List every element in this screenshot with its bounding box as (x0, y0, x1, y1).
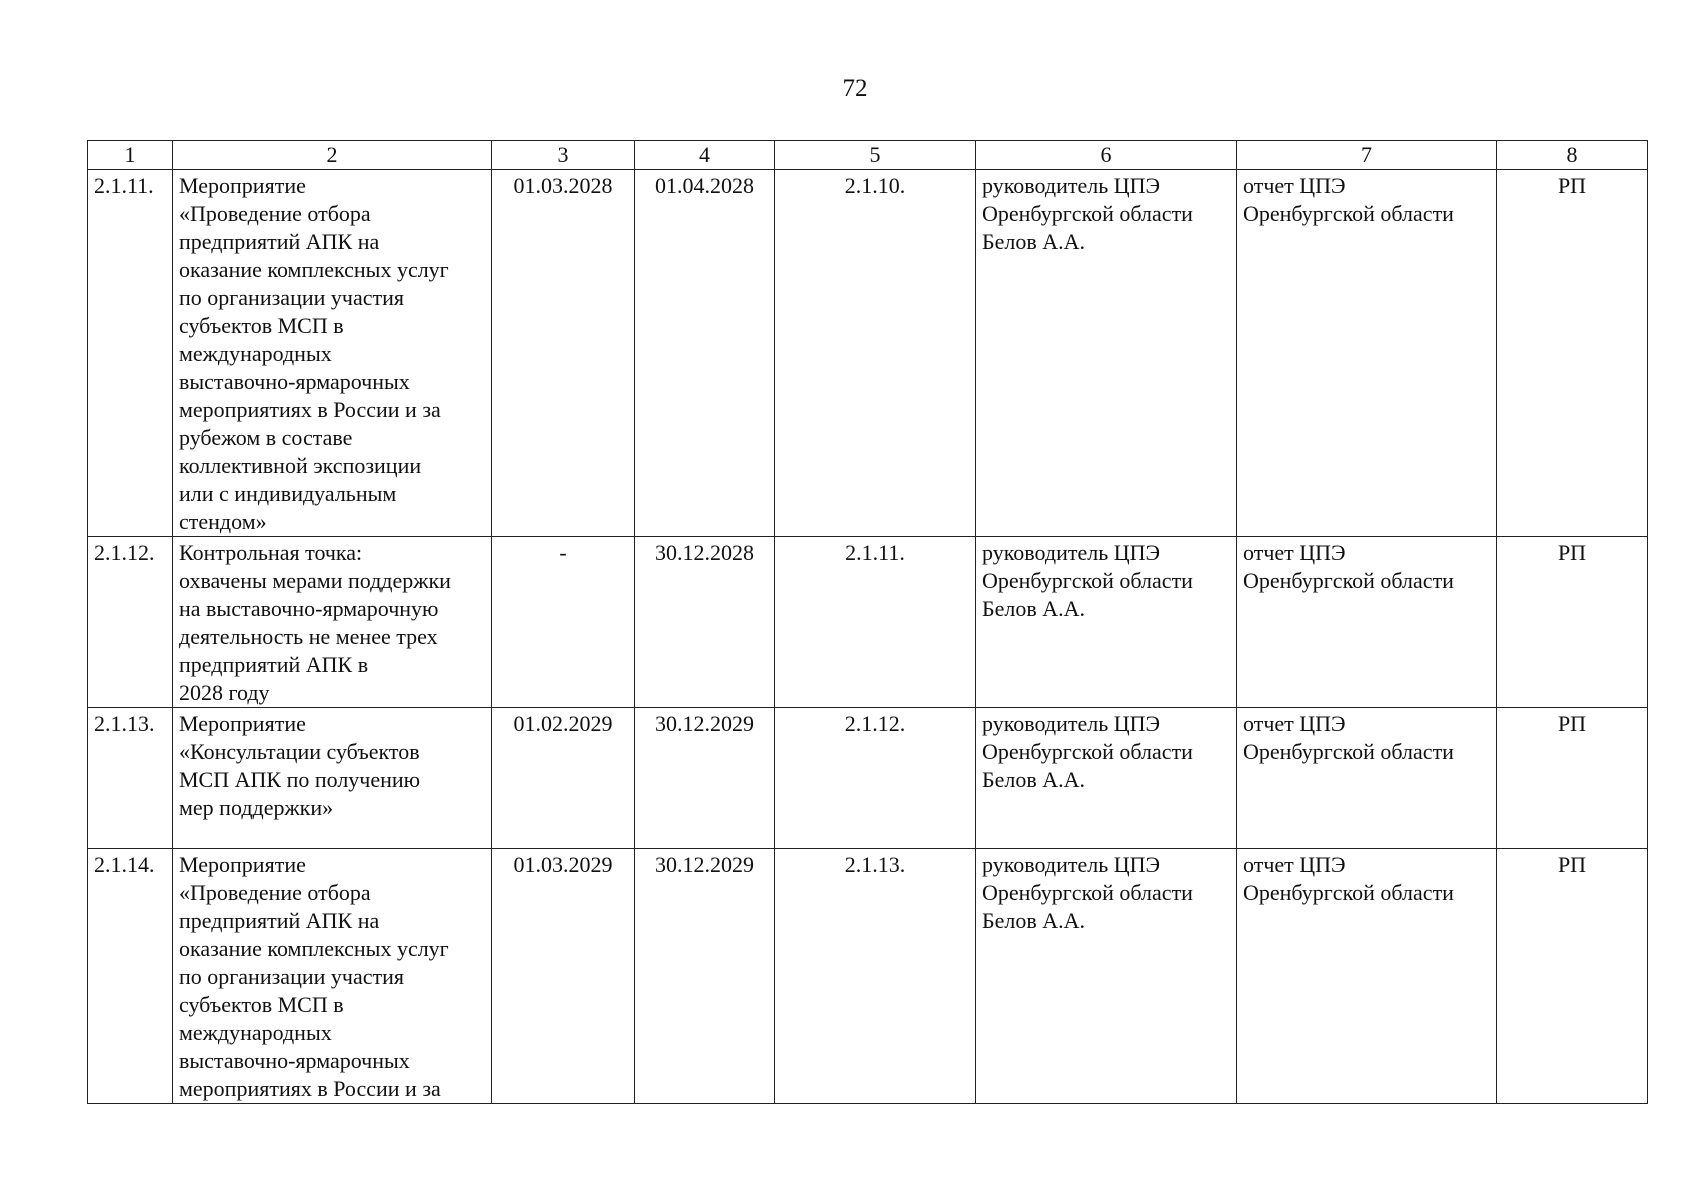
end-date: 30.12.2028 (635, 537, 775, 708)
end-date: 01.04.2028 (635, 170, 775, 537)
table-row (88, 849, 1648, 1104)
start-date: - (492, 537, 635, 708)
row-number: 2.1.11. (88, 170, 173, 537)
predecessor: 2.1.11. (775, 537, 976, 708)
result-document: отчет ЦПЭ Оренбургской области (1237, 537, 1497, 708)
row-number: 2.1.14. (88, 849, 173, 1104)
header-col-3: 3 (492, 141, 635, 170)
responsible: руководитель ЦПЭ Оренбургской области Белов А.А. (976, 537, 1237, 708)
row-number: 2.1.13. (88, 708, 173, 849)
responsible: руководитель ЦПЭ Оренбургской области Белов А.А. (976, 170, 1237, 537)
page-number: 72 (842, 75, 868, 102)
row-number: 2.1.12. (88, 537, 173, 708)
table-row (88, 537, 1648, 708)
responsible: руководитель ЦПЭ Оренбургской области Белов А.А. (976, 849, 1237, 1104)
header-col-7: 7 (1237, 141, 1497, 170)
control-level: РП (1497, 849, 1648, 1104)
table-row (88, 708, 1648, 849)
predecessor: 2.1.12. (775, 708, 976, 849)
end-date: 30.12.2029 (635, 708, 775, 849)
activity-name: Мероприятие «Проведение отбора предприятий АПК на оказание комплексных услуг по организации участия субъектов МСП в международных выставочно-ярмарочных мероприятиях в России и за (173, 849, 492, 1104)
responsible: руководитель ЦПЭ Оренбургской области Белов А.А. (976, 708, 1237, 849)
predecessor: 2.1.10. (775, 170, 976, 537)
start-date: 01.02.2029 (492, 708, 635, 849)
header-row (88, 141, 1648, 170)
header-col-2: 2 (173, 141, 492, 170)
start-date: 01.03.2028 (492, 170, 635, 537)
header-col-1: 1 (88, 141, 173, 170)
control-level: РП (1497, 537, 1648, 708)
activity-name: Контрольная точка: охвачены мерами поддержки на выставочно-ярмарочную деятельность не менее трех предприятий АПК в 2028 году (173, 537, 492, 708)
header-col-8: 8 (1497, 141, 1648, 170)
header-col-6: 6 (976, 141, 1237, 170)
result-document: отчет ЦПЭ Оренбургской области (1237, 849, 1497, 1104)
start-date: 01.03.2029 (492, 849, 635, 1104)
end-date: 30.12.2029 (635, 849, 775, 1104)
header-col-4: 4 (635, 141, 775, 170)
result-document: отчет ЦПЭ Оренбургской области (1237, 170, 1497, 537)
activity-name: Мероприятие «Проведение отбора предприятий АПК на оказание комплексных услуг по организации участия субъектов МСП в международных выставочно-ярмарочных мероприятиях в России и за рубежом в составе коллективной экспозиции или с индивидуальным стендом» (173, 170, 492, 537)
table-row (88, 170, 1648, 537)
control-level: РП (1497, 708, 1648, 849)
predecessor: 2.1.13. (775, 849, 976, 1104)
activity-name: Мероприятие «Консультации субъектов МСП АПК по получению мер поддержки» (173, 708, 492, 849)
header-col-5: 5 (775, 141, 976, 170)
plan-table (87, 140, 1648, 1104)
control-level: РП (1497, 170, 1648, 537)
result-document: отчет ЦПЭ Оренбургской области (1237, 708, 1497, 849)
